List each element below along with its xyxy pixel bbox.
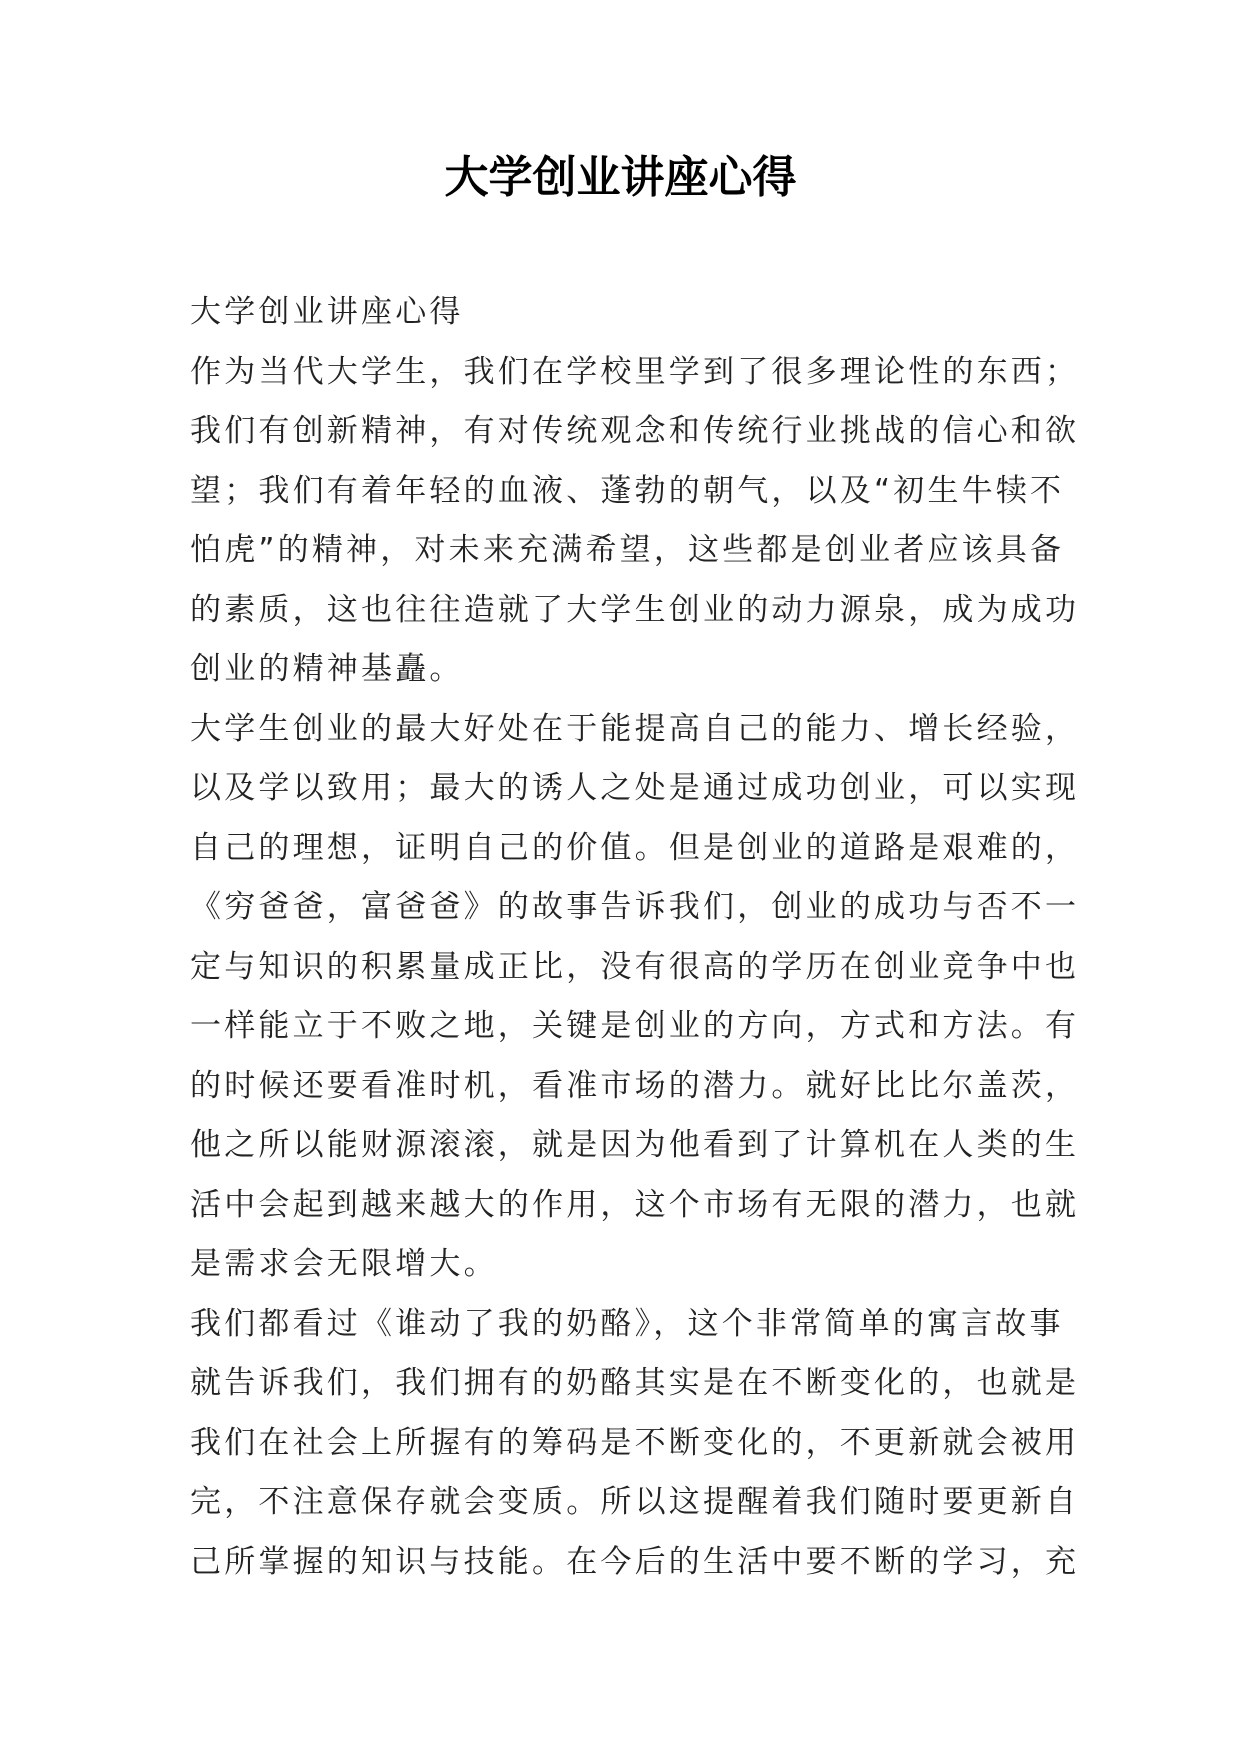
- body-line: 作为当代大学生，我们在学校里学到了很多理论性的东西；: [190, 353, 1080, 390]
- body-line: 定与知识的积累量成正比，没有很高的学历在创业竞争中也: [190, 948, 1080, 985]
- body-line: 是需求会无限增大。: [190, 1246, 498, 1282]
- body-line: 我们都看过《谁动了我的奶酪》，这个非常简单的寓言故事: [190, 1305, 1064, 1342]
- body-line: 《穷爸爸，富爸爸》的故事告诉我们，创业的成功与否不一: [190, 889, 1080, 925]
- body-line: 己所掌握的知识与技能。在今后的生活中要不断的学习，充: [190, 1543, 1080, 1580]
- body-line: 大学生创业的最大好处在于能提高自己的能力、增长经验，: [190, 710, 1080, 747]
- body-line: 活中会起到越来越大的作用，这个市场有无限的潜力，也就: [190, 1186, 1080, 1223]
- body-line: 他之所以能财源滚滚，就是因为他看到了计算机在人类的生: [190, 1127, 1080, 1163]
- body-line: 怕虎”的精神，对未来充满希望，这些都是创业者应该具备: [190, 532, 1065, 568]
- body-line: 以及学以致用；最大的诱人之处是通过成功创业，可以实现: [190, 770, 1080, 806]
- document-title: 大学创业讲座心得: [444, 152, 797, 203]
- body-line: 我们有创新精神，有对传统观念和传统行业挑战的信心和欲: [190, 413, 1080, 449]
- document-body: [190, 283, 1080, 1592]
- body-line: 的时候还要看准时机，看准市场的潜力。就好比比尔盖茨，: [190, 1067, 1080, 1104]
- body-line: 创业的精神基矗。: [190, 651, 464, 687]
- body-line: 大学创业讲座心得: [190, 294, 464, 330]
- body-line: 我们在社会上所握有的筹码是不断变化的，不更新就会被用: [190, 1424, 1080, 1461]
- body-line: 就告诉我们，我们拥有的奶酪其实是在不断变化的，也就是: [190, 1365, 1080, 1401]
- body-line: 自己的理想，证明自己的价值。但是创业的道路是艰难的，: [190, 829, 1080, 866]
- body-line: 一样能立于不败之地，关键是创业的方向，方式和方法。有: [190, 1008, 1080, 1044]
- body-line: 完，不注意保存就会变质。所以这提醒着我们随时要更新自: [190, 1484, 1080, 1520]
- body-line: 的素质，这也往往造就了大学生创业的动力源泉，成为成功: [190, 591, 1080, 628]
- body-line: 望；我们有着年轻的血液、蓬勃的朝气，以及“初生牛犊不: [190, 472, 1065, 509]
